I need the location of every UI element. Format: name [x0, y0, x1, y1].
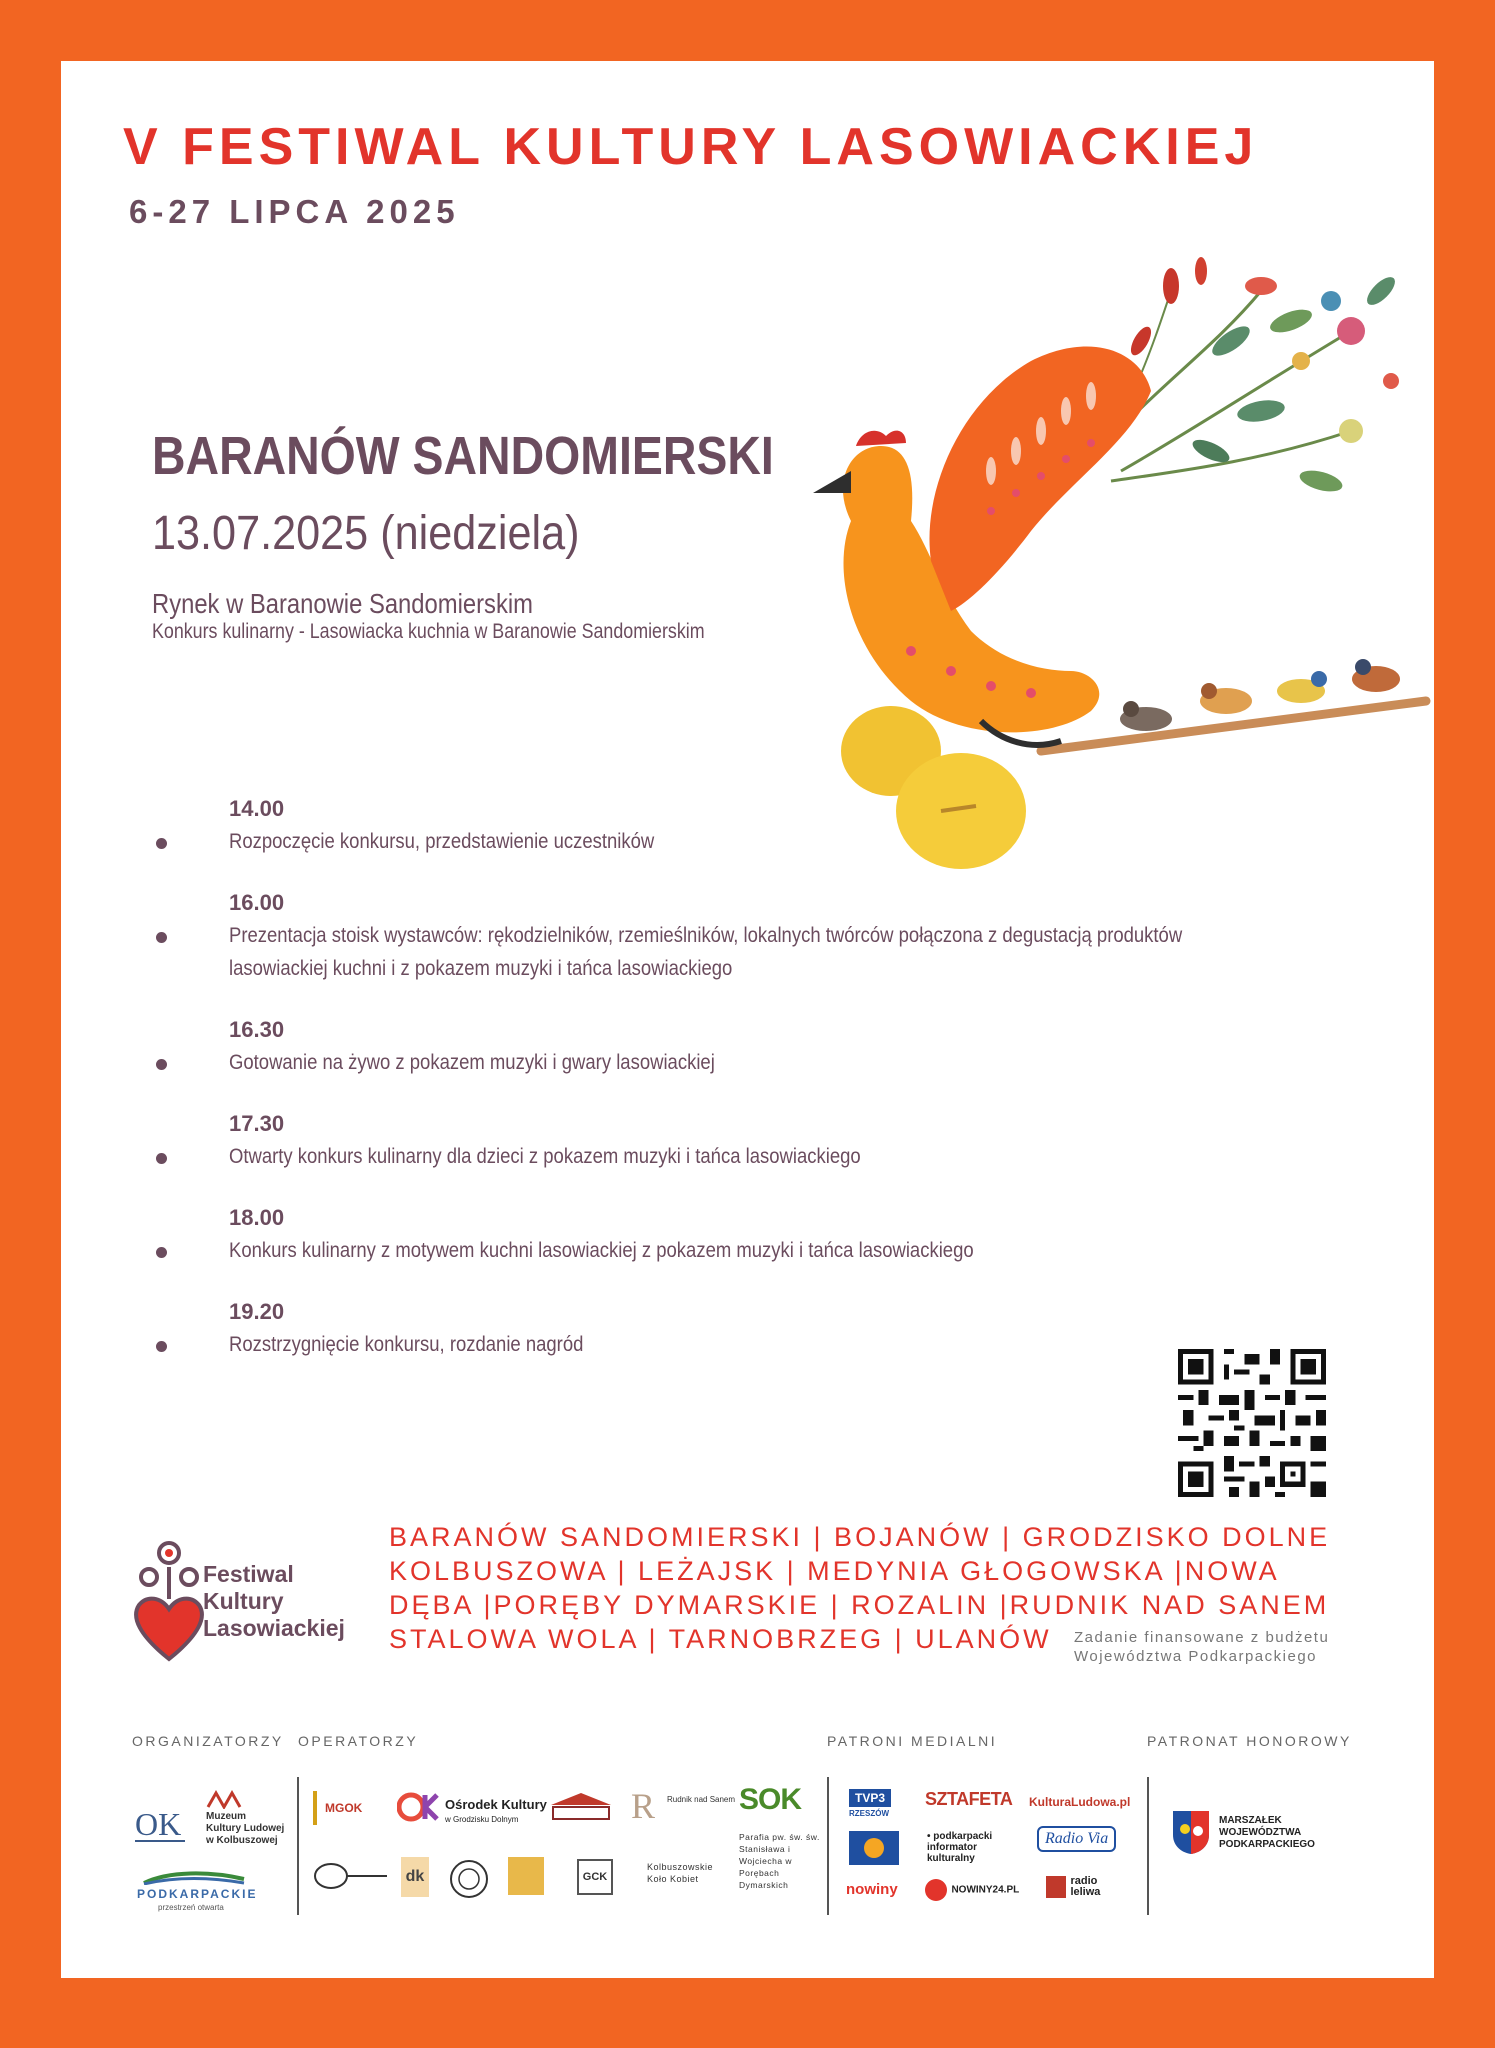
- schedule-time: 14.00: [229, 796, 285, 821]
- schedule-desc: Rozstrzygnięcie konkursu, rozdanie nagród: [229, 1333, 584, 1356]
- seal-logo: [449, 1859, 489, 1899]
- mgok-logo: [313, 1791, 373, 1825]
- bullet-icon: [156, 1059, 167, 1070]
- marszalek-text: WOJEWÓDZTWA: [1219, 1827, 1302, 1838]
- marszalek-text: MARSZAŁEK: [1219, 1815, 1282, 1826]
- leliwa-text: leliwa: [1070, 1886, 1101, 1898]
- funding-note: [1074, 1628, 1329, 1666]
- places-line: DĘBA |PORĘBY DYMARSKIE | ROZALIN |RUDNIK NAD SANEM: [389, 1590, 1330, 1620]
- bullet-icon: [156, 1341, 167, 1352]
- sok-logo: SOK: [739, 1783, 802, 1816]
- funding-line: Województwa Podkarpackiego: [1074, 1648, 1318, 1665]
- coat-of-arms-icon: [1171, 1809, 1211, 1855]
- osrodek-sub: w Grodzisku Dolnym: [445, 1815, 519, 1824]
- kulturaludowa-logo: KulturaLudowa.pl: [1029, 1795, 1131, 1809]
- tvp3-sub: RZESZÓW: [849, 1809, 889, 1818]
- schedule-desc: Otwarty konkurs kulinarny dla dzieci z pokazem muzyki i tańca lasowiackiego: [229, 1145, 861, 1168]
- gck-logo: GCK: [577, 1859, 613, 1895]
- podkarpackie-sub: przestrzeń otwarta: [158, 1903, 224, 1912]
- schedule-time: 18.00: [229, 1205, 285, 1230]
- schedule-desc: Rozpoczęcie konkursu, przedstawienie uczestników: [229, 830, 655, 853]
- schedule-item: [191, 793, 1341, 858]
- schedule-time: 19.20: [229, 1299, 285, 1324]
- section-media: PATRONI MEDIALNI: [827, 1733, 998, 1749]
- funding-line: Zadanie finansowane z budżetu: [1074, 1629, 1330, 1646]
- schedule-time: 17.30: [229, 1111, 285, 1136]
- dk-logo: dk: [401, 1857, 429, 1897]
- kolbuszowskie-logo: [647, 1861, 713, 1885]
- event-date: 13.07.2025 (niedziela): [152, 507, 580, 560]
- bullet-icon: [156, 932, 167, 943]
- informator-logo: [927, 1831, 992, 1864]
- schedule-item: [191, 1108, 1341, 1173]
- festival-logo-text: [203, 1561, 345, 1642]
- nowiny24-text: NOWINY24.PL: [951, 1884, 1020, 1896]
- places-line: KOLBUSZOWA | LEŻAJSK | MEDYNIA GŁOGOWSKA |NOWA: [389, 1556, 1280, 1586]
- ok-logo-icon: [397, 1789, 441, 1825]
- logo-line: Kultury: [203, 1588, 284, 1614]
- rooster-comb: [856, 431, 906, 446]
- rudnik-logo: R Rudnik nad Sanem: [631, 1786, 736, 1826]
- muzeum-text: Muzeum: [206, 1811, 246, 1822]
- schedule-item: [191, 1202, 1341, 1267]
- kolbuszowskie-text: Koło Kobiet: [647, 1874, 699, 1884]
- informator-text: • podkarpacki: [927, 1831, 993, 1842]
- muzeum-lezajsk-logo: [547, 1791, 615, 1823]
- schedule-desc: Prezentacja stoisk wystawców: rękodzielników, rzemieślników, lokalnych twórców połączona z degustacją produktów: [229, 924, 1183, 947]
- event-town: BARANÓW SANDOMIERSKI: [152, 426, 774, 486]
- nowiny24-logo: [925, 1879, 1019, 1901]
- muzeum-logo: [206, 1811, 284, 1847]
- schedule: [191, 793, 1341, 1390]
- radio-text: radio: [1070, 1875, 1098, 1887]
- svg-text:OK: OK: [135, 1806, 182, 1842]
- osrodek-text: Ośrodek Kultury: [445, 1797, 547, 1812]
- places-line: STALOWA WOLA | TARNOBRZEG | ULANÓW: [389, 1624, 1052, 1654]
- muzeum-text: Kultury Ludowej: [206, 1823, 285, 1834]
- divider: [1147, 1777, 1149, 1915]
- schedule-time: 16.00: [229, 890, 285, 915]
- radiovia-logo: Radio Via: [1037, 1826, 1116, 1852]
- sztafeta-logo: SZTAFETA: [925, 1789, 1013, 1809]
- festival-title: V FESTIWAL KULTURY LASOWIACKIEJ: [123, 118, 1259, 176]
- schedule-time: 16.30: [229, 1017, 285, 1042]
- podkarpackie-logo: PODKARPACKIE: [137, 1887, 258, 1901]
- informator-text: informator: [927, 1842, 977, 1853]
- logo-line: Lasowiackiej: [203, 1615, 345, 1641]
- informator-text: kulturalny: [927, 1853, 975, 1864]
- divider: [827, 1777, 829, 1915]
- tvp3-text: TVP3: [849, 1789, 891, 1807]
- podkarpackie-swoosh: [139, 1871, 249, 1885]
- kolbuszowskie-text: Kolbuszowskie: [647, 1862, 714, 1872]
- nowiny-logo: nowiny: [846, 1881, 898, 1898]
- festival-heart-logo: [129, 1539, 209, 1663]
- station-logo: [849, 1831, 899, 1865]
- parafia-logo: Parafia pw. św. św. Stanisława i Wojciecha w Porębach Dymarskich: [739, 1832, 820, 1890]
- osrodek-logo: [445, 1797, 547, 1827]
- festival-dates: 6-27 LIPCA 2025: [129, 193, 460, 230]
- bullet-icon: [156, 1153, 167, 1164]
- section-organizers: ORGANIZATORZY: [132, 1733, 284, 1749]
- schedule-item: [191, 1014, 1341, 1079]
- muzeum-icon: [206, 1789, 246, 1809]
- bullet-icon: [156, 838, 167, 849]
- marszalek-text: PODKARPACKIEGO: [1219, 1839, 1315, 1850]
- section-operators: OPERATORZY: [298, 1733, 419, 1749]
- qr-code[interactable]: [1178, 1349, 1326, 1497]
- schedule-item: [191, 887, 1341, 985]
- odk-logo: [131, 1801, 189, 1847]
- section-honorary: PATRONAT HONOROWY: [1147, 1733, 1352, 1749]
- divider: [297, 1777, 299, 1915]
- marszalek-logo: [1219, 1815, 1315, 1851]
- schedule-desc: Gotowanie na żywo z pokazem muzyki i gwary lasowiackiej: [229, 1051, 715, 1074]
- event-venue: Rynek w Baranowie Sandomierskim: [152, 588, 533, 619]
- schedule-desc: Konkurs kulinarny z motywem kuchni lasowiackiej z pokazem muzyki i tańca lasowiackiego: [229, 1239, 974, 1262]
- rooster-illustration: [791, 231, 1431, 871]
- poster-page: [61, 61, 1434, 1978]
- radioleliwa-logo: [1046, 1876, 1100, 1898]
- tarnobrzeg-logo: [508, 1857, 544, 1895]
- event-contest: Konkurs kulinarny - Lasowiacka kuchnia w Baranowie Sandomierskim: [152, 620, 705, 643]
- logo-line: Festiwal: [203, 1561, 294, 1587]
- schedule-desc-continued: lasowiackiej kuchni i z pokazem muzyki i tańca lasowiackiego: [229, 957, 733, 980]
- muzeum-text: w Kolbuszowej: [206, 1835, 278, 1846]
- hg-logo: [311, 1861, 391, 1891]
- rudnik-text: Rudnik nad Sanem: [667, 1795, 736, 1804]
- places-line: BARANÓW SANDOMIERSKI | BOJANÓW | GRODZISKO DOLNE: [389, 1522, 1331, 1552]
- mgok-text: MGOK: [325, 1801, 363, 1815]
- tvp3-logo: [849, 1789, 891, 1818]
- bullet-icon: [156, 1247, 167, 1258]
- schedule-item: [191, 1296, 1341, 1361]
